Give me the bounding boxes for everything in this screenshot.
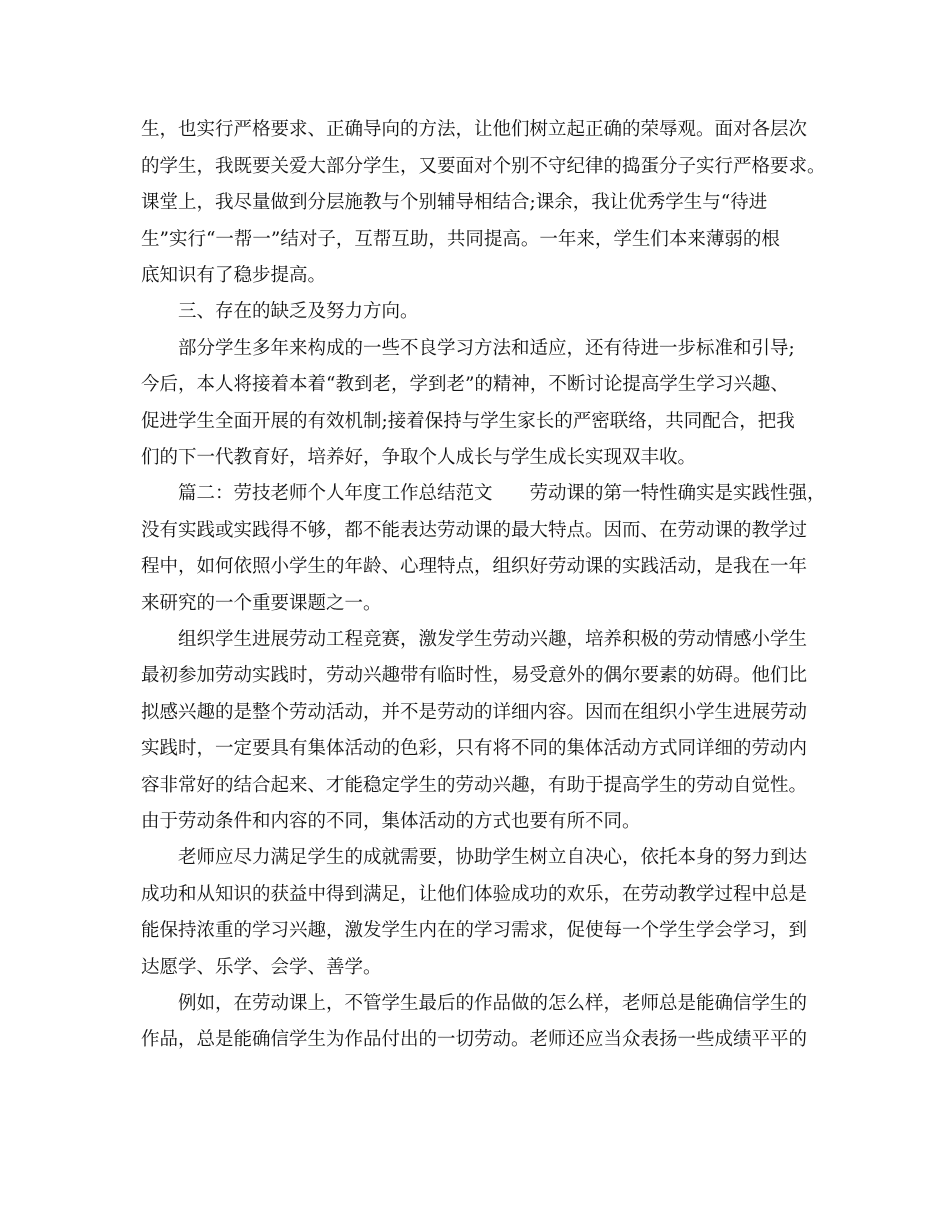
text-line: 实践时，一定要具有集体活动的色彩，只有将不同的集体活动方式同详细的劳动内 — [141, 738, 808, 759]
text-line: 例如，在劳动课上，不管学生最后的作品做的怎么样，老师总是能确信学生的 — [141, 993, 808, 1014]
text-line: 程中，如何依照小学生的年龄、心理特点，组织好劳动课的实践活动，是我在一年 — [141, 556, 808, 577]
text-line: 拟感兴趣的是整个劳动活动，并不是劳动的详细内容。因而在组织小学生进展劳动 — [141, 702, 808, 723]
text-line: 容非常好的结合起来、才能稳定学生的劳动兴趣，有助于提高学生的劳动自觉性。 — [141, 775, 808, 796]
text-line: 由于劳动条件和内容的不同，集体活动的方式也要有所不同。 — [141, 811, 641, 832]
text-line: 来研究的一个重要课题之一。 — [141, 593, 382, 614]
text-line: 作品，总是能确信学生为作品付出的一切劳动。老师还应当众表扬一些成绩平平的 — [141, 1029, 808, 1050]
text-line: 组织学生进展劳动工程竞赛，激发学生劳动兴趣，培养积极的劳动情感小学生 — [141, 629, 808, 650]
text-line: 促进学生全面开展的有效机制;接着保持与学生家长的严密联络，共同配合，把我 — [141, 411, 795, 432]
text-line: 成功和从知识的获益中得到满足，让他们体验成功的欢乐，在劳动教学过程中总是 — [141, 884, 808, 905]
section-heading: 三、存在的缺乏及努力方向。 — [141, 301, 419, 322]
text-line: 达愿学、乐学、会学、善学。 — [141, 957, 382, 978]
text-line: 生”实行“一帮一”结对子，互帮互助，共同提高。一年来，学生们本来薄弱的根 — [141, 229, 780, 250]
text-line: 部分学生多年来构成的一些不良学习方法和适应，还有待进一步标准和引导; — [141, 338, 795, 359]
text-line: 们的下一代教育好，培养好，争取个人成长与学生成长实现双丰收。 — [141, 447, 697, 468]
text-line: 最初参加劳动实践时，劳动兴趣带有临时性，易受意外的偶尔要素的妨碍。他们比 — [141, 665, 808, 686]
text-line: 的学生，我既要关爱大部分学生，又要面对个别不守纪律的捣蛋分子实行严格要求。 — [141, 156, 826, 177]
text-line: 课堂上，我尽量做到分层施教与个别辅导相结合;课余，我让优秀学生与“待进 — [141, 192, 768, 213]
text-line: 生，也实行严格要求、正确导向的方法，让他们树立起正确的荣辱观。面对各层次 — [141, 119, 808, 140]
text-line: 底知识有了稳步提高。 — [141, 265, 327, 286]
text-line: 篇二：劳技老师个人年度工作总结范文 劳动课的第一特性确实是实践性强， — [141, 483, 826, 504]
text-line: 能保持浓重的学习兴趣，激发学生内在的学习需求，促使每一个学生学会学习，到 — [141, 920, 808, 941]
text-line: 今后，本人将接着本着“教到老，学到老”的精神，不断讨论提高学生学习兴趣、 — [141, 374, 789, 395]
text-line: 没有实践或实践得不够，都不能表达劳动课的最大特点。因而、在劳动课的教学过 — [141, 520, 808, 541]
text-line: 老师应尽力满足学生的成就需要，协助学生树立自决心，依托本身的努力到达 — [141, 847, 808, 868]
